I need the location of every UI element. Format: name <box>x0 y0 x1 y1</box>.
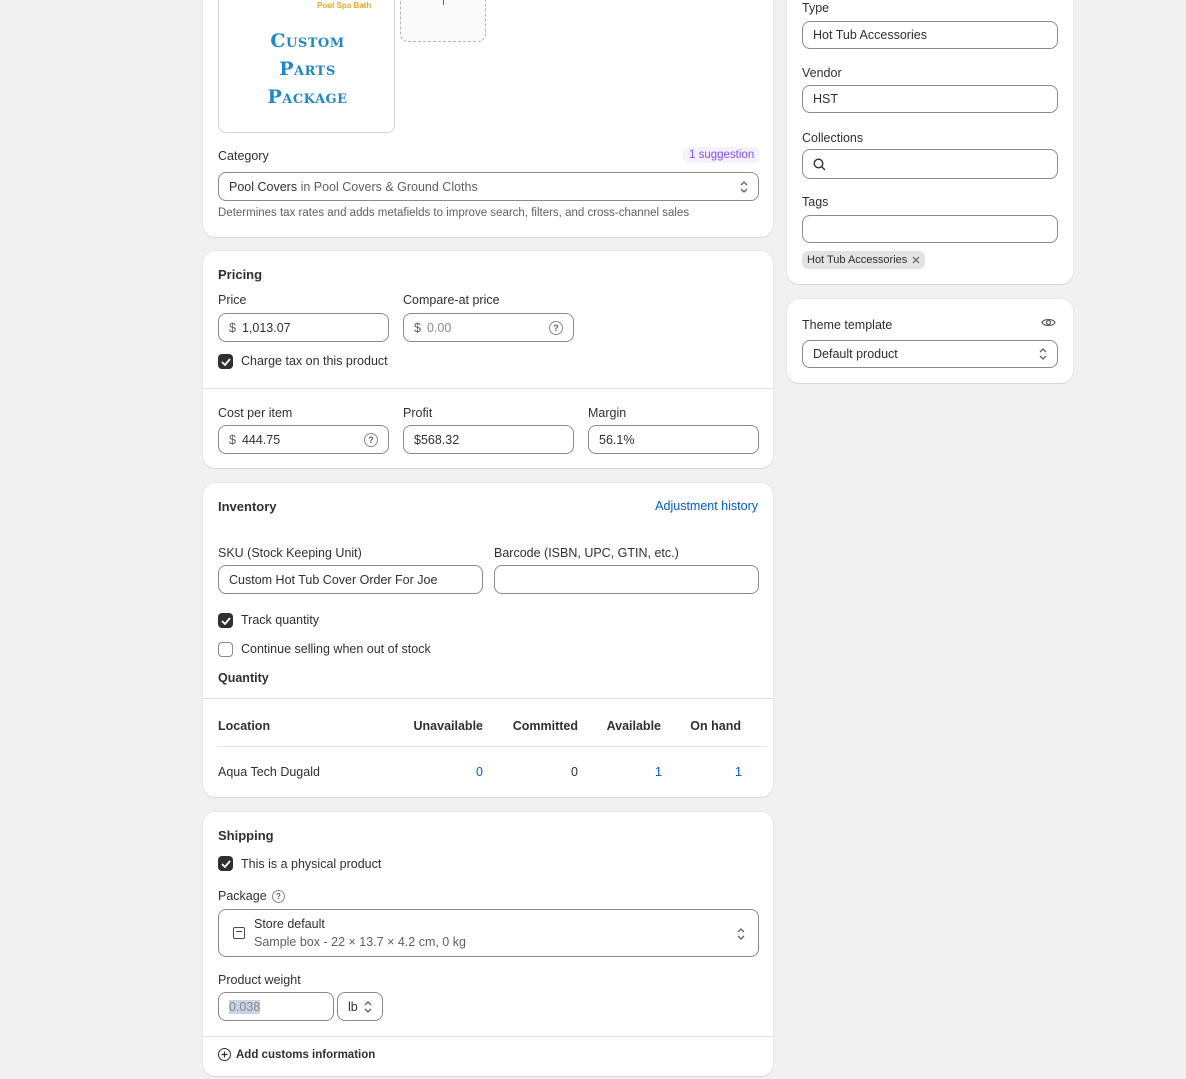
pricing-card <box>203 251 773 468</box>
theme-template-value: Default product <box>813 347 898 361</box>
column-committed: Committed <box>512 719 578 733</box>
select-arrows-icon <box>1039 348 1047 360</box>
track-quantity-label: Track quantity <box>241 613 320 627</box>
row-location: Aqua Tech Dugald <box>218 765 320 779</box>
tags-input[interactable] <box>802 215 1058 243</box>
image-text-line-2: Parts <box>279 58 336 80</box>
pricing-title: Pricing <box>218 267 263 282</box>
type-label: Type <box>802 1 830 15</box>
organization-card <box>787 0 1073 284</box>
cost-input[interactable] <box>218 425 389 454</box>
select-arrows-icon <box>364 1001 372 1013</box>
sku-label: SKU (Stock Keeping Unit) <box>218 546 362 560</box>
quantity-divider <box>203 698 773 699</box>
barcode-input[interactable] <box>494 565 759 594</box>
help-icon[interactable]: ? <box>364 433 378 447</box>
column-available: Available <box>606 719 661 733</box>
vendor-value: HST <box>813 92 838 106</box>
margin-value: 56.1% <box>599 432 635 447</box>
theme-template-label: Theme template <box>802 318 893 332</box>
cost-value: 444.75 <box>241 432 281 447</box>
margin-field <box>588 425 759 454</box>
column-on-hand: On hand <box>690 719 741 733</box>
margin-label: Margin <box>588 406 627 420</box>
physical-product-label: This is a physical product <box>241 857 382 871</box>
currency-symbol: $ <box>414 320 421 335</box>
category-label: Category <box>218 149 269 163</box>
collections-search-input[interactable] <box>802 149 1058 179</box>
category-help-text: Determines tax rates and adds metafields to improve search, filters, and cross-channel sales <box>218 207 690 219</box>
weight-value: 0.038 <box>229 999 261 1014</box>
add-icon <box>443 0 444 5</box>
plus-circle-icon <box>218 1048 231 1061</box>
product-image[interactable] <box>218 0 395 133</box>
shipping-divider <box>203 1036 773 1037</box>
type-input[interactable] <box>802 21 1058 49</box>
package-select[interactable] <box>218 909 759 957</box>
media-category-card <box>203 0 773 237</box>
package-help-icon[interactable]: ? <box>272 890 285 903</box>
profit-value: $568.32 <box>414 432 460 447</box>
price-label: Price <box>218 293 247 307</box>
tag-chip-label: Hot Tub Accessories <box>807 254 908 266</box>
row-on-hand[interactable]: 1 <box>735 765 742 779</box>
category-select[interactable] <box>218 172 759 201</box>
category-value: Pool Covers <box>229 179 298 194</box>
pricing-divider <box>203 388 773 389</box>
vendor-label: Vendor <box>802 66 842 80</box>
image-text-line-1: Custom <box>270 30 345 52</box>
add-customs-button[interactable] <box>218 1048 375 1061</box>
shipping-title: Shipping <box>218 828 274 843</box>
price-value: 1,013.07 <box>241 320 291 335</box>
quantity-label: Quantity <box>218 671 269 685</box>
compare-price-input[interactable] <box>403 313 574 342</box>
eye-icon[interactable] <box>1041 316 1056 331</box>
column-unavailable: Unavailable <box>413 719 483 733</box>
image-text-line-3: Package <box>267 86 348 108</box>
package-box-icon <box>233 927 245 939</box>
vendor-input[interactable] <box>802 85 1058 113</box>
package-description: Sample box - 22 × 13.7 × 4.2 cm, 0 kg <box>254 935 466 949</box>
help-icon[interactable]: ? <box>549 321 563 335</box>
weight-input[interactable] <box>218 992 334 1021</box>
weight-unit-value: lb <box>348 999 358 1014</box>
compare-price-label: Compare-at price <box>403 293 500 307</box>
adjustment-history-link[interactable]: Adjustment history <box>655 499 758 513</box>
logo-text: Pool Spa Bath <box>317 1 372 10</box>
tag-chip <box>802 251 925 269</box>
column-location: Location <box>218 719 271 733</box>
profit-field <box>403 425 574 454</box>
type-value: Hot Tub Accessories <box>813 28 927 42</box>
theme-template-card <box>787 299 1073 383</box>
weight-unit-select[interactable] <box>337 992 383 1021</box>
shipping-card <box>203 812 773 1076</box>
select-arrows-icon <box>737 928 745 940</box>
suggestion-badge[interactable]: 1 suggestion <box>683 147 760 163</box>
sku-value: Custom Hot Tub Cover Order For Joe <box>229 572 438 587</box>
theme-template-select[interactable] <box>802 340 1058 368</box>
charge-tax-checkbox[interactable] <box>218 354 233 369</box>
table-header-divider <box>218 746 766 747</box>
barcode-label: Barcode (ISBN, UPC, GTIN, etc.) <box>494 546 679 560</box>
inventory-card <box>203 483 773 797</box>
row-unavailable[interactable]: 0 <box>476 765 483 779</box>
row-committed: 0 <box>571 765 578 779</box>
continue-selling-checkbox[interactable] <box>218 642 233 657</box>
cost-label: Cost per item <box>218 406 293 420</box>
collections-label: Collections <box>802 131 864 145</box>
price-input[interactable] <box>218 313 389 342</box>
track-quantity-checkbox[interactable] <box>218 613 233 628</box>
row-available[interactable]: 1 <box>655 765 662 779</box>
category-parent: in Pool Covers & Ground Cloths <box>297 179 478 194</box>
physical-product-checkbox[interactable] <box>218 856 233 871</box>
package-label: Package <box>218 889 267 903</box>
search-icon <box>813 158 826 171</box>
inventory-title: Inventory <box>218 499 277 514</box>
product-weight-label: Product weight <box>218 973 301 987</box>
charge-tax-label: Charge tax on this product <box>241 354 388 368</box>
currency-symbol: $ <box>229 432 236 447</box>
tags-label: Tags <box>802 195 829 209</box>
add-media-button[interactable] <box>400 0 486 42</box>
select-arrows-icon <box>740 181 748 193</box>
compare-price-placeholder: 0.00 <box>426 320 452 335</box>
profit-label: Profit <box>403 406 433 420</box>
continue-selling-label: Continue selling when out of stock <box>241 642 431 656</box>
sku-input[interactable] <box>218 565 483 594</box>
add-customs-label: Add customs information <box>236 1048 376 1061</box>
currency-symbol: $ <box>229 320 236 335</box>
remove-tag-icon[interactable] <box>912 256 920 264</box>
package-name: Store default <box>254 917 325 931</box>
